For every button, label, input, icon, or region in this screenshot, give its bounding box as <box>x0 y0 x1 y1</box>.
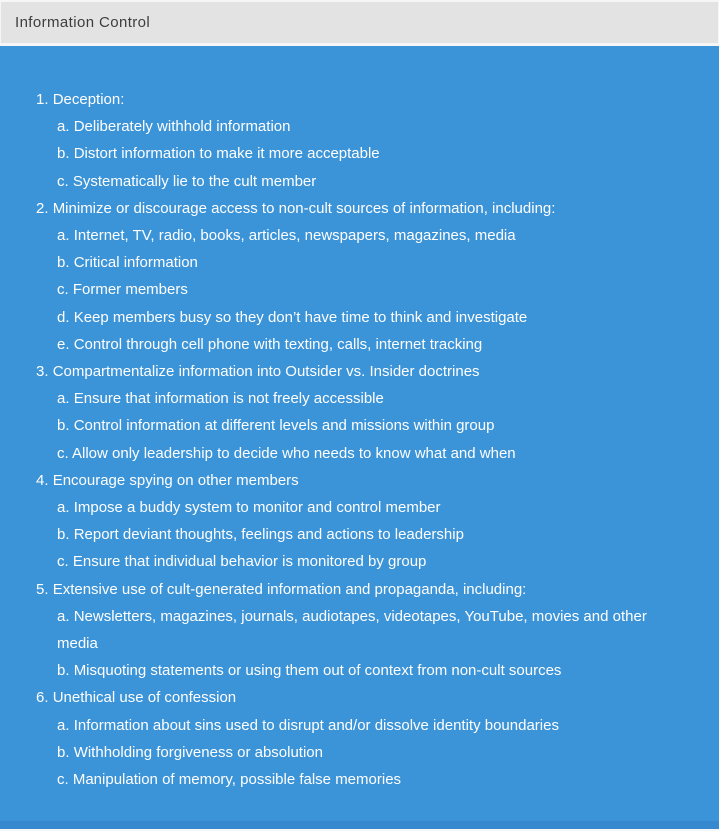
list-item <box>0 576 677 603</box>
item-marker: e. <box>57 335 70 353</box>
list-item <box>0 86 677 113</box>
item-marker: b. <box>57 743 70 761</box>
item-marker: a. <box>57 607 70 625</box>
item-marker: c. <box>57 281 69 299</box>
list-subitem <box>0 222 677 249</box>
item-marker: a. <box>57 227 70 245</box>
item-text: Impose a buddy system to monitor and control member <box>73 499 441 517</box>
list-subitem <box>0 304 677 331</box>
item-text: Deliberately withhold information <box>73 118 291 136</box>
list-subitem <box>0 331 677 358</box>
list-item <box>0 195 677 222</box>
list-subitem <box>0 739 677 766</box>
list-subitem <box>0 712 677 739</box>
item-text: Misquoting statements or using them out of context from non-cult sources <box>73 662 562 680</box>
item-marker: a. <box>57 390 70 408</box>
item-text: Control through cell phone with texting, calls, internet tracking <box>73 335 483 353</box>
item-marker: 1. <box>36 91 49 108</box>
item-marker: c. <box>57 553 69 571</box>
list-subitem <box>0 603 677 657</box>
item-marker: c. <box>57 771 69 789</box>
list-subitem <box>0 168 677 195</box>
information-control-list <box>0 86 677 793</box>
item-marker: d. <box>57 308 70 326</box>
item-text: Ensure that individual behavior is monitored by group <box>72 553 427 571</box>
item-marker: b. <box>57 417 70 435</box>
list-subitem <box>0 276 677 303</box>
information-control-panel <box>0 46 719 821</box>
item-marker: a. <box>57 118 70 136</box>
item-text: Encourage spying on other members <box>52 471 299 489</box>
item-marker: 6. <box>36 689 49 707</box>
item-marker: a. <box>57 499 70 517</box>
next-section-edge <box>0 821 719 829</box>
list-item <box>0 358 677 385</box>
item-text: Allow only leadership to decide who needs to know what and when <box>72 444 516 462</box>
item-text: Systematically lie to the cult member <box>72 172 317 190</box>
accordion-header-information-control[interactable] <box>1 2 718 43</box>
item-text: Former members <box>72 281 188 299</box>
item-text: Compartmentalize information into Outsider vs. Insider doctrines <box>52 363 480 381</box>
item-text: Keep members busy so they don’t have time to think and investigate <box>73 308 528 326</box>
list-subitem <box>0 249 677 276</box>
item-marker: a. <box>57 716 70 734</box>
item-marker: b. <box>57 662 70 680</box>
item-text: Distort information to make it more acceptable <box>73 145 380 163</box>
item-marker: c. <box>57 444 69 462</box>
page-title: Information Control <box>15 14 151 31</box>
item-marker: c. <box>57 172 69 190</box>
item-text: Deception: <box>52 91 125 108</box>
list-subitem <box>0 494 677 521</box>
list-subitem <box>0 766 677 793</box>
item-marker: 5. <box>36 580 49 598</box>
item-marker: b. <box>57 526 70 544</box>
item-text: Critical information <box>73 254 198 272</box>
item-marker: 3. <box>36 363 49 381</box>
list-subitem <box>0 440 677 467</box>
list-item <box>0 684 677 711</box>
item-text: Information about sins used to disrupt and/or dissolve identity boundaries <box>73 716 559 734</box>
item-text: Unethical use of confession <box>52 689 237 707</box>
item-text: Report deviant thoughts, feelings and actions to leadership <box>73 526 464 544</box>
item-text: Newsletters, magazines, journals, audiotapes, videotapes, YouTube, movies and other media <box>57 607 647 653</box>
item-text: Extensive use of cult-generated information and propaganda, including: <box>52 580 527 598</box>
item-text: Withholding forgiveness or absolution <box>73 743 323 761</box>
item-marker: b. <box>57 145 70 163</box>
list-subitem <box>0 521 677 548</box>
item-text: Minimize or discourage access to non-cult sources of information, including: <box>52 199 556 217</box>
list-subitem <box>0 657 677 684</box>
item-marker: 2. <box>36 199 49 217</box>
list-subitem <box>0 385 677 412</box>
item-marker: b. <box>57 254 70 272</box>
item-text: Ensure that information is not freely accessible <box>73 390 384 408</box>
item-marker: 4. <box>36 471 49 489</box>
list-subitem <box>0 140 677 167</box>
item-text: Manipulation of memory, possible false memories <box>72 771 402 789</box>
list-item <box>0 467 677 494</box>
item-text: Control information at different levels and missions within group <box>73 417 495 435</box>
item-text: Internet, TV, radio, books, articles, newspapers, magazines, media <box>73 227 516 245</box>
list-subitem <box>0 113 677 140</box>
list-subitem <box>0 412 677 439</box>
list-subitem <box>0 548 677 575</box>
